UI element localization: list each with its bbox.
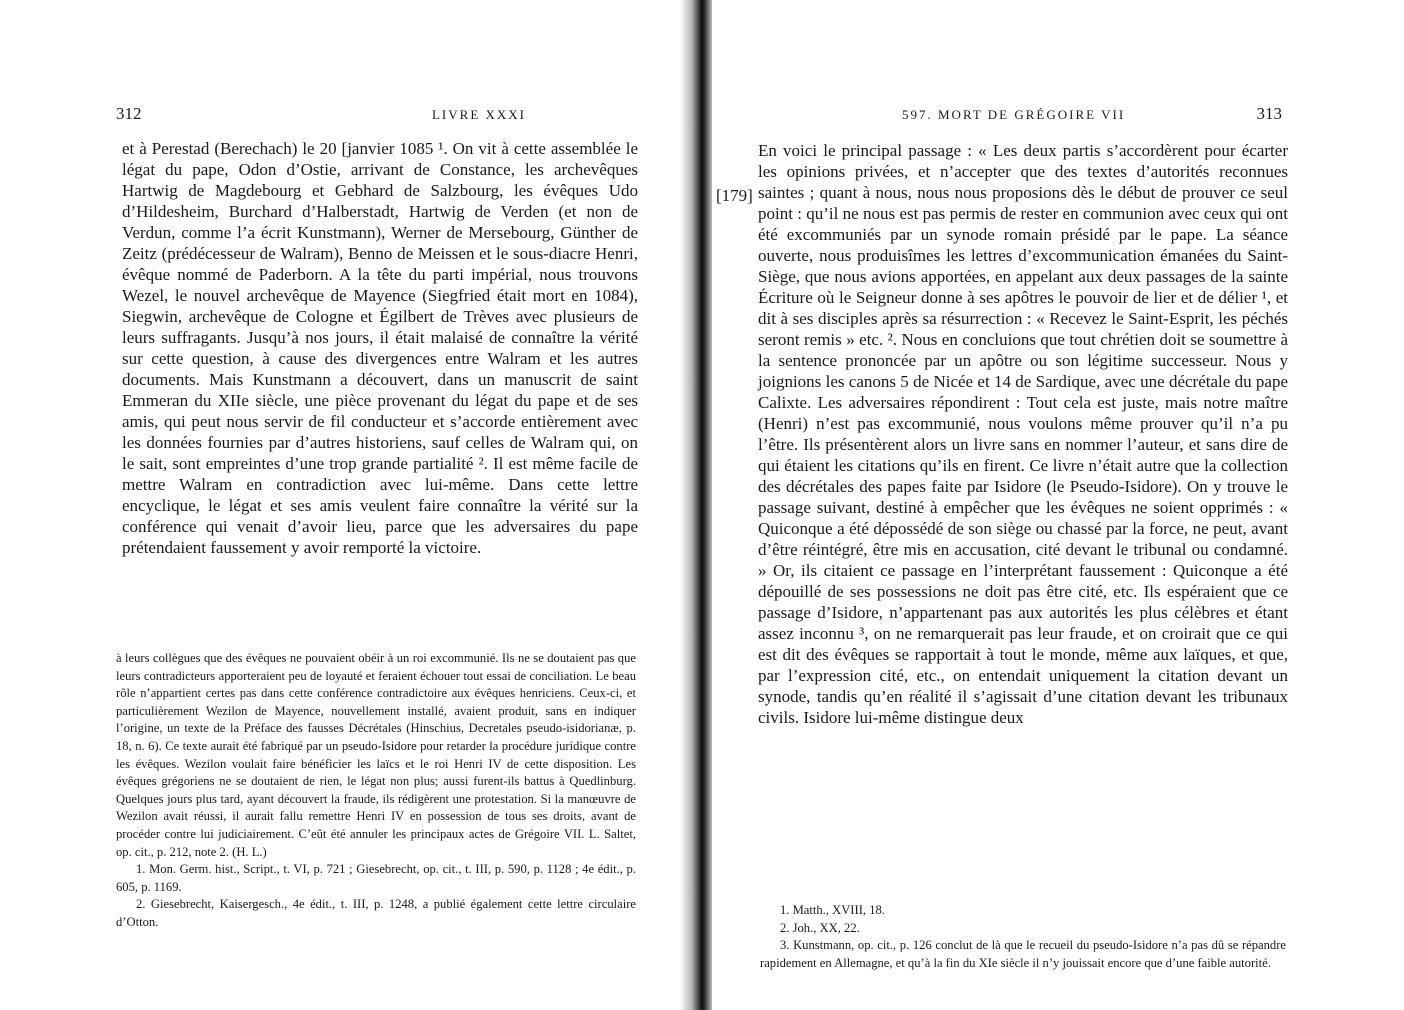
left-page-header (116, 104, 636, 124)
right-footnote-1: 1. Matth., XVIII, 18. (780, 903, 885, 917)
left-running-head: LIVRE XXXI (431, 107, 526, 122)
left-footnote-1: 1. Mon. Germ. hist., Script., t. VI, p. 721 ; Giesebrecht, op. cit., t. III, p. 590, p. 1128 ; 4e édit., p. 605, p. 1169. (116, 862, 636, 894)
left-body-text (122, 138, 638, 558)
right-body-paragraph: En voici le principal passage : « Les deux partis s’accordèrent pour écarter les opinions privées, et n’accepter que des textes d’autorités reconnues saintes ; quant à nous, nous nous proposions dès le début de prouver ce seul point : qu’il ne nous est pas permis de rester en communion avec ceux qui ont été excommuniés par un synode romain présidé par le pape. La séance ouverte, nous produisîmes les lettres d’excommunication émanées du Saint-Siège, que nous avions apportées, en appelant aux deux passages de la sainte Écriture où le Seigneur donne à ses apôtres le pouvoir de lier et de délier ¹, et dit à ses disciples après sa résurrection : « Recevez le Saint-Esprit, les péchés seront remis » etc. ². Nous en concluions que tout chrétien doit se soumettre à la sentence prononcée par un apôtre ou son légitime successeur. Nous y joignions les canons 5 de Nicée et 14 de Sardique, avec une décrétale du pape Calixte. Les adversaires répondirent : Tout cela est juste, mais notre maître (Henri) n’est pas excommunié, nous voulons même prouver qu’il n’a pu l’être. Ils présentèrent alors un livre sans en nommer l’auteur, et sans dire de qui étaient les citations qu’ils en firent. Ce livre n’était autre que la collection des décrétales des papes faite par Isidore (le Pseudo-Isidore). On y trouve le passage suivant, destiné à empêcher que les évêques ne soient opprimés : « Quiconque a été dépossédé de son siège ou chassé par la force, ne peut, avant d’être réintégré, être mis en accusation, cité devant le tribunal ou condamné. » Or, ils citaient ce passage en l’interprétant faussement : Quiconque a été dépouillé de ses possessions ne doit pas être cité, etc. Ils espéraient que ce passage d’Isidore, n’appartenant pas aux autorités les plus célèbres et étant assez inconnu ³, on ne remarquerait pas leur fraude, et on croirait que ce qui est dit des évêques se rapportait à tout le monde, même aux laïques, et que, par l’expression cité, etc., on entendait uniquement la citation devant un synode, tandis qu’en réalité il s’agissait d’une citation devant les tribunaux civils. Isidore lui-même distingue deux (758, 141, 1288, 727)
left-page (0, 0, 690, 1010)
left-body-paragraph: et à Perestad (Berechach) le 20 [janvier 1085 ¹. On vit à cette assemblée le légat du pape, Odon d’Ostie, arrivant de Constance, les archevêques Hartwig de Magdebourg et Gebhard de Salzbourg, les évêques Udo d’Hildesheim, Burchard d’Halberstadt, Hartwig de Verden (et non de Verdun, comme l’a écrit Kunstmann), Werner de Mersebourg, Günther de Zeitz (prédécesseur de Walram), Benno de Meissen et le sous-diacre Henri, évêque nommé de Paderborn. A la tête du parti impérial, nous trouvons Wezel, le nouvel archevêque de Mayence (Siegfried était mort en 1084), Siegwin, archevêque de Cologne et Égilbert de Trèves avec plusieurs de leurs suffragants. Jusqu’à nos jours, il était malaisé de connaître la vérité sur cette question, à cause des divergences entre Walram et les autres documents. Mais Kunstmann a découvert, dans un manuscrit de saint Emmeran du XIIe siècle, une pièce provenant du légat du pape et de ses amis, qui peut nous servir de fil conducteur et s’accorde entièrement avec les données fournies par d’autres historiens, sauf celles de Walram qui, on le sait, sont empreintes d’une trop grande partialité ². Il est même facile de mettre Walram en contradiction avec lui-même. Dans cette lettre encyclique, le légat et ses amis veulent faire connaître la vérité sur la conférence qui venait d’avoir lieu, parce que les adversaires du pape prétendaient faussement y avoir remporté la victoire. (122, 139, 638, 557)
left-note-continued: à leurs collègues que des évêques ne pouvaient obéir à un roi excommunié. Ils ne se doutaient pas que leurs contradicteurs apporteraient peu de loyauté et feraient échouer tout essai de conciliation. Le beau rôle n’appartient certes pas dans cette conférence contradictoire aux évêques henriciens. Ceux-ci, et particulièrement Wezilon de Mayence, nouvellement installé, avaient produit, sans en indiquer l’origine, un texte de la Préface des fausses Décrétales (Hinschius, Decretales pseudo-isidorianæ, p. 18, n. 6). Ce texte aurait été fabriqué par un pseudo-Isidore pour retarder la procédure juridique contre les évêques. Wezilon voulait faire bénéficier les laïcs et le roi Henri IV de cette disposition. Les évêques grégoriens ne se doutaient de rien, le légat non plus; aussi furent-ils battus à Quedlinburg. Quelques jours plus tard, ayant découvert la fraude, ils rédigèrent une protestation. Si la manœuvre de Wezilon avait réussi, il aurait fallu remettre Henri IV en possession de tous ses droits, avant de procéder contre lui judiciairement. C’eût été annuler les principaux actes de Grégoire VII. L. Saltet, op. cit., p. 212, note 2. (H. L.) (116, 651, 636, 859)
marginal-reference: [179] (716, 186, 753, 205)
right-footnote-3: 3. Kunstmann, op. cit., p. 126 conclut de là que le recueil du pseudo-Isidore n’a pas dû se répandre rapidement en Allemagne, et qu’à la fin du XIe siècle il n’y jouissait encore que d’une faible autorité. (760, 938, 1286, 970)
left-footnotes (116, 650, 636, 932)
right-page-header (902, 104, 1282, 124)
right-page-number: 313 (1256, 104, 1282, 123)
right-body-text (758, 140, 1288, 728)
right-page (712, 0, 1404, 1010)
left-footnote-2: 2. Giesebrecht, Kaisergesch., 4e édit., t. III, p. 1248, a publié également cette lettre circulaire d’Otton. (116, 897, 636, 929)
right-footnotes (760, 902, 1286, 972)
left-page-number: 312 (116, 104, 142, 123)
right-footnote-2: 2. Joh., XX, 22. (780, 920, 860, 935)
right-running-head: 597. MORT DE GRÉGOIRE VII (902, 107, 1126, 122)
